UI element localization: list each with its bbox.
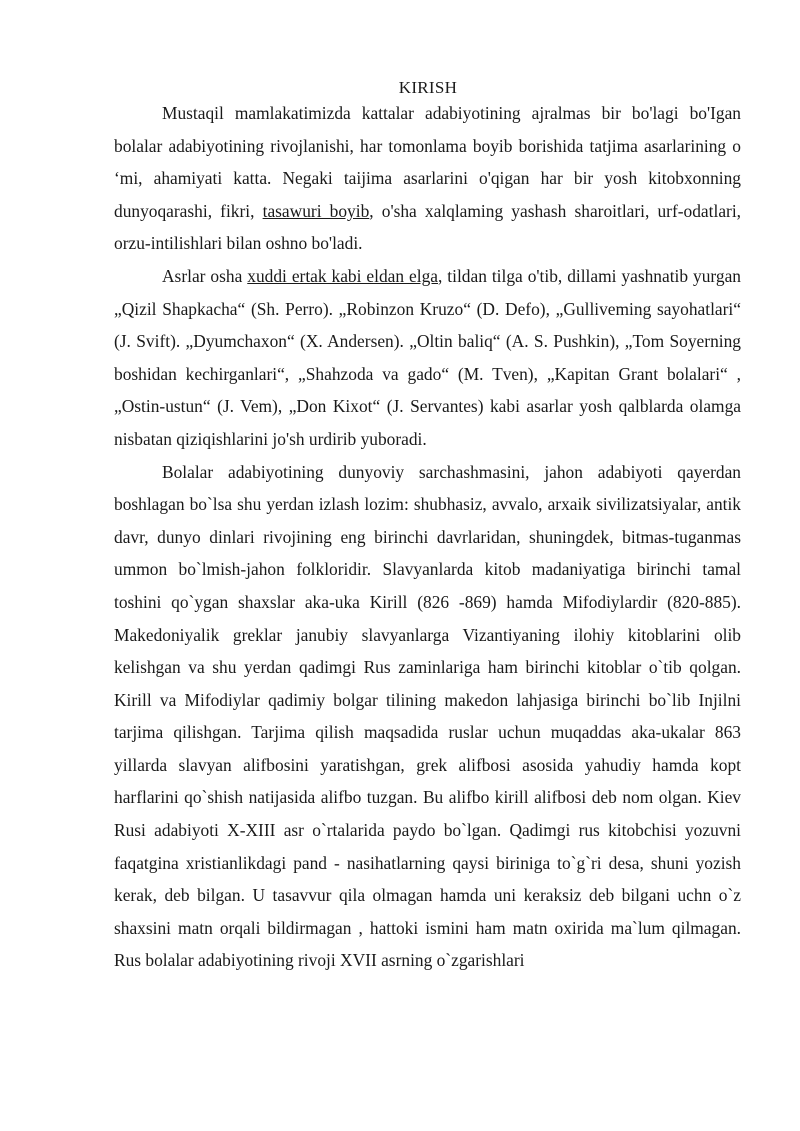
paragraph-2 bbox=[114, 260, 741, 456]
paragraph-3 bbox=[114, 456, 741, 978]
paragraph-1-text: Mustaqil mamlakatimizda kattalar adabiyotining ajralmas bir bo'lagi bo'Igan bolalar adabiyotining rivojlanishi, har tomonlama boyib borishida tatjima asarlarining o ‘mi, ahamiyati katta. Negaki taijima asarlarini o'qigan har bir yosh kitobxonning dunyoqarashi, fikri, bbox=[114, 103, 741, 221]
paragraph-2-underlined: xuddi ertak kabi eldan elga bbox=[247, 265, 438, 286]
paragraph-1 bbox=[114, 97, 741, 260]
body-text bbox=[114, 97, 741, 977]
paragraph-1-text-end: , o'sha xalqlaming yashash sharoitlari, urf-odatlari, orzu-intilishlari bilan oshno bo'ladi. bbox=[114, 200, 742, 254]
page-title: KIRISH bbox=[398, 78, 458, 97]
paragraph-2-text-end: , tildan tilga o'tib, dillami yashnatib yurgan „Qizil Shapkacha“ (Sh. Perro). „Robinzon Kruzo“ (D. Defo), „Gulliveming sayohatlari“ (J. Svift). „Dyumchaxon“ (X. Andersen). „Oltin baliq“ (A. S. Pushkin), „Tom Soyerning boshidan kechirganlari“, „Shahzoda va gado“ (M. Tven), „Kapitan Grant bolalari“ , „Ostin-ustun“ (J. Vem), „Don Kixot“ (J. Servantes) kabi asarlar yosh qalblarda olamga nisbatan qiziqishlarini jo'sh urdirib yuboradi. bbox=[114, 265, 741, 449]
paragraph-3-text: Bolalar adabiyotining dunyoviy sarchashmasini, jahon adabiyoti qayerdan boshlagan bo`lsa shu yerdan izlash lozim: shubhasiz, avvalo, arxaik sivilizatsiyalar, antik davr, dunyo dinlari rivojining eng birinchi davrlaridan, shuningdek, bitmas-tuganmas ummon bo`lmish-jahon folkloridir. Slavyanlarda kitob madaniyatiga birinchi tamal toshini qo`ygan shaxslar aka-uka Kirill (826 -869) hamda Mifodiylardir (820-885). Makedoniyalik greklar janubiy slavyanlarga Vizantiyaning ilohiy kitoblarini olib kelishgan va shu yerdan qadimgi Rus zaminlariga ham birinchi kitoblar o`tib qolgan. Kirill va Mifodiylar qadimiy bolgar tilining makedon lahjasiga birinchi bo`lib Injilni tarjima qilishgan. Tarjima qilish maqsadida ruslar uchun muqaddas aka-ukalar 863 yillarda slavyan alifbosini yaratishgan, grek alifbosi asosida yahudiy hamda kopt harflarini qo`shish natijasida alifbo tuzgan. Bu alifbo kirill alifbosi deb nom olgan. Kiev Rusi adabiyoti X-XIII asr o`rtalarida paydo bo`lgan. Qadimgi rus kitobchisi yozuvni faqatgina xristianlikdagi pand - nasihatlarning qaysi biriniga to`g`ri desa, shuni yozish kerak, deb bilgan. U tasavvur qila olmagan hamda uni keraksiz deb bilgani uchn o`z shaxsini matn orqali bildirmagan , hattoki ismini ham matn oxirida ma`lum qilmagan. Rus bolalar adabiyotining rivoji XVII asrning o`zgarishlari bbox=[114, 461, 741, 971]
paragraph-2-text: Asrlar osha bbox=[162, 265, 248, 286]
paragraph-1-underlined: tasawuri boyib bbox=[262, 200, 370, 221]
